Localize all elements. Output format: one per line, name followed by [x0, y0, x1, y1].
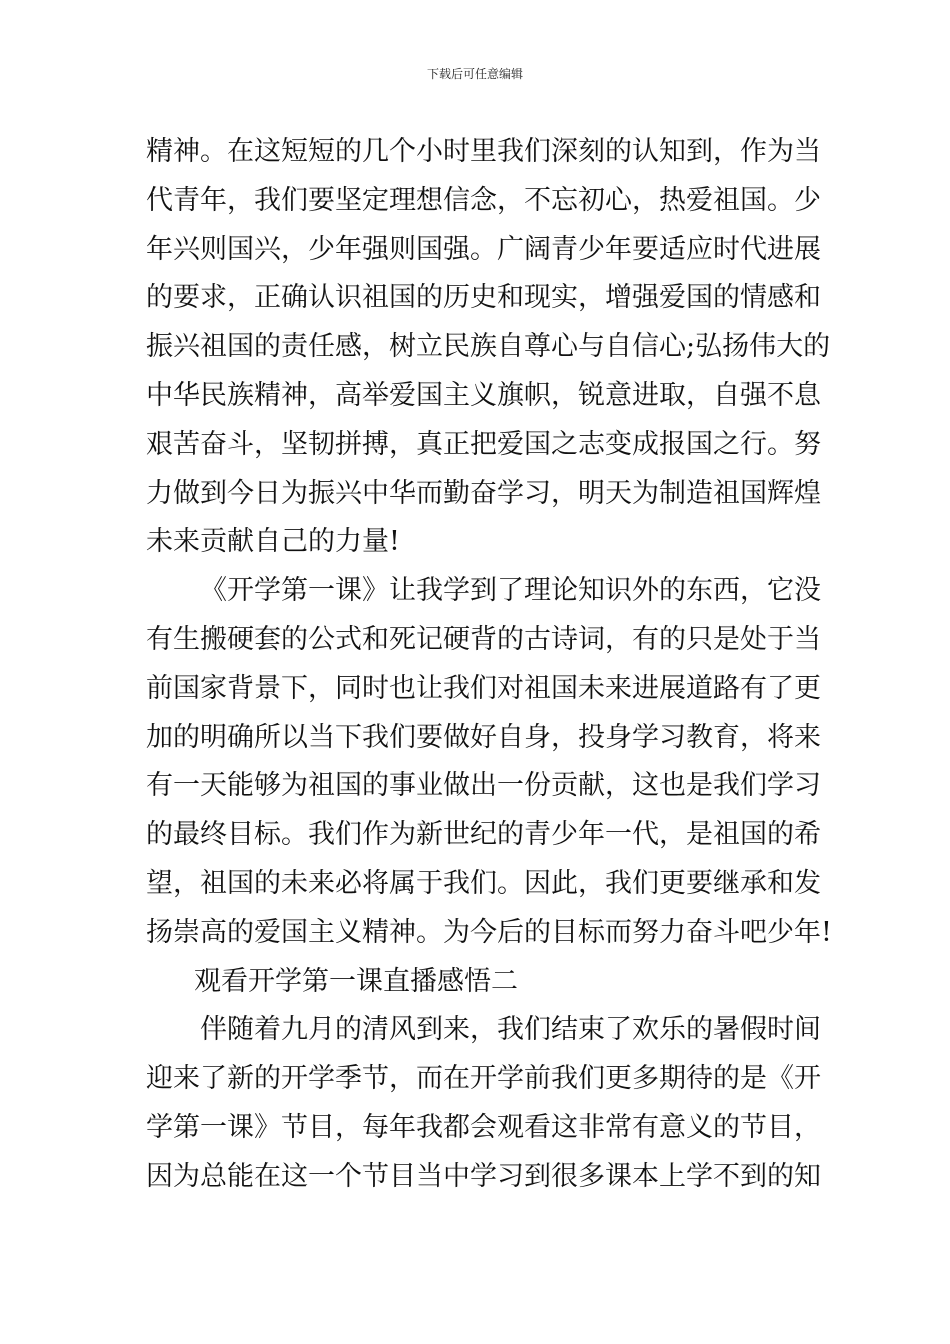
- text-line: 力做到今日为振兴中华而勤奋学习，明天为制造祖国辉煌: [146, 477, 821, 509]
- text-line: 有一天能够为祖国的事业做出一份贡献，这也是我们学习: [146, 770, 821, 802]
- text-line: 因为总能在这一个节目当中学习到很多课本上学不到的知: [146, 1160, 821, 1192]
- text-line: 艰苦奋斗，坚韧拼搏，真正把爱国之志变成报国之行。努: [146, 428, 821, 460]
- text-line: 未来贡献自己的力量!: [146, 526, 400, 558]
- text-line: 伴随着九月的清风到来，我们结束了欢乐的暑假时间: [200, 1014, 821, 1046]
- text-line: 《开学第一课》让我学到了理论知识外的东西，它没: [200, 575, 821, 607]
- text-line: 精神。在这短短的几个小时里我们深刻的认知到，作为当: [146, 136, 821, 167]
- paragraph: [146, 128, 831, 567]
- text-line: 前国家背景下，同时也让我们对祖国未来进展道路有了更: [146, 672, 821, 704]
- text-line: 年兴则国兴，少年强则国强。广阔青少年要适应时代进展: [146, 233, 821, 265]
- text-line: 振兴祖国的责任感，树立民族自尊心与自信心;弘扬伟大的: [146, 331, 831, 363]
- document-body: [146, 128, 832, 1202]
- text-line: 中华民族精神，高举爱国主义旗帜，锐意进取，自强不息: [146, 379, 821, 411]
- text-line: 扬崇高的爱国主义精神。为今后的目标而努力奋斗吧少年!: [146, 916, 832, 948]
- text-line: 代青年，我们要坚定理想信念，不忘初心，热爱祖国。少: [146, 184, 821, 216]
- text-line: 迎来了新的开学季节，而在开学前我们更多期待的是《开: [146, 1063, 821, 1095]
- text-line: 加的明确所以当下我们要做好自身，投身学习教育，将来: [146, 721, 821, 753]
- section-heading: [146, 958, 814, 1007]
- text-line: 的要求，正确认识祖国的历史和现实，增强爱国的情感和: [146, 282, 821, 314]
- heading-text: 观看开学第一课直播感悟二: [194, 965, 518, 997]
- text-line: 学第一课》节目，每年我都会观看这非常有意义的节目，: [146, 1111, 821, 1143]
- paragraph: [146, 1006, 821, 1201]
- text-line: 的最终目标。我们作为新世纪的青少年一代，是祖国的希: [146, 819, 821, 851]
- text-line: 望，祖国的未来必将属于我们。因此，我们更要继承和发: [146, 867, 821, 899]
- page-header: 下载后可任意编辑: [426, 67, 523, 81]
- paragraph: [146, 567, 832, 957]
- text-line: 有生搬硬套的公式和死记硬背的古诗词，有的只是处于当: [146, 623, 821, 655]
